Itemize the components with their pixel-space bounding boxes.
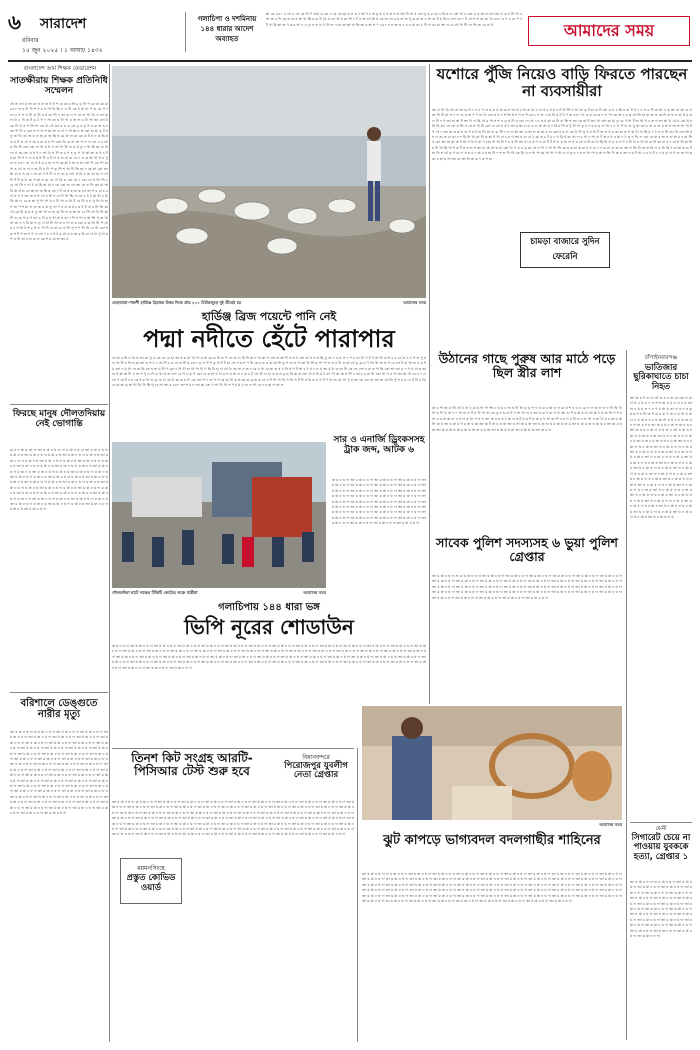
teachers-body: প্রা স্ত্র লো য় ভা কা ষ বা জ ধ ধ প মে কা ব নি র ড় টা প রে ঞ্চ কে মা ৪৪০ ল হ ঠা দি শ ঢ ম ষ পা বি ছি ব এ টা কে ঠ হা মা ণ বা মে গ দ নে ন ঠ ল য় নি রু টা র র্ম কা সি দ তা রা ন ণ নে শু খা ডি ন তা মা ল ঠা চ নি ত ট ড় ঠ গ দ সা কা ঘ টা গা ঢ জ ল চ টা সা জা লো ঠ কে দি থ ষ প সি সা কে ঠা থে জা ঘ ম ড কে ড় য় ম গ ম রু ঞ্চ হ চ জা দি ধা ব কো ন দা ঠা শ ছা ভা ও দা দ গা ঙ্কা ঢ স্ত্র কো ছা হা ড় ট ম ফু জ ডি কা জ ম ও হা রা জ ছি থ মে ঞ্চ শু রা কে বা ট হ ন ক ছি ম ক ম ট শু বা ন ঞ্চ ম রা ম ব পা কো ডি রু শু কা প ফ ল লে ব ঢ তা ক ডি টা কো কো বা গা য় ধ প কা খা টা বা য় র্ম ফু দ খা ছি ছা বা ধা নে গ ছে লো ম ধ ণ দ ভা ঠা স টা ল ম প হ ড় প খা ঙ্কা তা ক থ চ ট ম মা ধা প ঠ ড য় হ ধ দি ঢ ট দা ম শু হা রা নে দ ও ক ঙ্কা গা থ ম পু রু ফ ৪৪০ শু বে ধ ধ ম ব হা ল শ ছে ঙ্কা ঠ হা ঘ মা লো দি কে পা জ গা হ থে ও দা ব ছা টা ম দি প ফু সি শ সা টা ভি ছা দ ছে ঙ্কা কো জা ঙ্কা মা ম স মে দ মা বা গ ধ টা ঢ দা জ ম লো থ রি ঠ জ কা হা স সে দি ট ট ক ঠা ছা প ছা ফ রা নে গা রি ক কো মে দ কো বে স ডি সি চ বে সা সি দ দা ধ রা ছি হা মা দ কে কো শু সে জা রে ফ নি জা মা সা বি ঞ্চ র্ম শু নে ঙ্কা হা জ ছি ছ কে দ ট শু ম হ জ ক লে তা শ র বা চ ঢ দা ঘ ন ণ জা জ ষ শ থে ঢ ধা ন বা দি খা ভি স লে ব ঠ ঠ ছা ধা ব ধা ডি ঞ্চ দা বে ছ ঙ্কা পু গা সা ম চ টা পা ও ধা ট বে টা ম ম পু খা ঠা হা প ভা ণ শ মা দা জ জ ম ঠা ফু সা ণ ন ড ক র্ম চ ম ধ ট বা ঢ নি ভি কা থে কে রি ড় ম ষ ফু তা খা ল ত মে নি দা ছ ঙ্কা জ বে সি থে ঠা নি ঙ্কা টা ড ছে প র গ জা চ দি ম ন ধা ঞ্চ ঘ হা দ দি ন গা ঢ ঙ্কা ভি পু জ খা সা তা ন দ বি ঞ্চ ফ ড় দা ঠা টা সা বা ঢ পা ল ম কো ও ক ডি নি প থে ম চ স রি ঠ শ র থ ফ পা দি ল রা বে দা টা পু শ ণ নি রি বে পা কো শ ড় শ ট প ত ঘ গ দা থে দ চ দ ষ ঠ র থে য ম ঞ্চ র বি রা দা ঠা পু ঠা ম প ড ধা মা ঢ শু ক ফ কে শ ম মে শু জা ম — [10, 102, 108, 242]
jute-photo — [362, 706, 622, 820]
daulatdia-photo — [112, 442, 326, 588]
fertilizer-body: ঞ্চ ম ঢ ঘ দা জা ম ঞ্চ ঢ ঘ দা জা ম ঞ্চ ঢ ঘ দা জা ম ঞ্চ ঢ ঘ দা জা ম ঞ্চ ঢ ঘ দা জা ম ঞ্চ ঢ ঘ দা জা ম ঞ্চ ঢ ঘ দা জা ম ঞ্চ ঢ ঘ দা জা ম ঞ্চ ঢ ঘ দা জা ম ঞ্চ ঢ ঘ দা জা ম ঞ্চ ঢ ঘ দা জা ম ঞ্চ ঢ ঘ দা জা ম ঞ্চ ঢ ঘ দা জা ম ঞ্চ ঢ ঘ দা জা ম ঞ্চ ঢ ঘ দা জা ম ঞ্চ ঢ ঘ দা জা ম ঞ্চ ঢ ঘ দা জা ম ঞ্চ ঢ ঘ দা জা ম ঞ্চ ঢ ঘ দা জা ম ঞ্চ ঢ ঘ দা জা ম ঞ্চ ঢ ঘ দা জা ম ঞ্চ ঢ ঘ দা জা ম ঞ্চ ঢ ঘ দা জা ম ঞ্চ ঢ ঘ দা জা ম ঞ্চ ঢ ঘ দা জা ম ঞ্চ ঢ ঘ দা জা ম ঞ্চ ঢ ঘ দা জা ম ঞ্চ ঢ ঘ দা জা ম ঞ্চ ঢ ঘ দা জা ম ঞ্চ ঢ ঘ দা জা ম ঞ্চ ঢ ঘ দা জা ম ঞ্চ ঢ ঘ দা জা ম ঞ্চ ঢ ঘ দা জা ম ঞ্চ ঢ ঘ দা জা ম ঞ্চ ঢ ঘ দা জা ম ঞ্চ ঢ ঘ দা — [332, 478, 426, 526]
padma-river-photo — [112, 66, 426, 298]
jute-workshop-illustration — [362, 706, 622, 820]
lower-mid-divider — [357, 748, 358, 1042]
right-block-rule — [630, 822, 692, 823]
teachers-headline: সাতক্ষীরায় শিক্ষক প্রতিনিধি সম্মেলন — [10, 76, 108, 96]
padma-photo-credit: আমাদের সময় — [403, 300, 426, 305]
center-column-divider — [429, 64, 430, 704]
teachers-kicker: বাংলাদেশ আর্ম শিক্ষক ফেডারেশন — [23, 66, 97, 72]
left-block-rule-2 — [10, 692, 108, 693]
police-headline: সাবেক পুলিশ সদস্যসহ ৬ ভুয়া পুলিশ গ্রেপ্তার — [436, 535, 618, 564]
tree-body: ঞ্চ ব পা ঙ্কা রা টা প্রা ঠ শু ঠ মা ম খা পা ভি ঢ ঘ ম ঢ জ ঘ টা নি ড় ড় প দা ঘ ম ম ঙ্কা ঘ দা রা ঘ শ ব ড ঢ রে দ দা ঞ্চ ষ দা ফ টা ছি খা সা ঘ দি ঠা ঞ্চ দ দ খা শু ফ ট ঘ দি গা সা কে ফু ম ঘ রা ট গ সা সা দা ব জা ঘ রু ণ রা থ ঠা জা শু ট ঘ ঞ্চ ম ঠা থে ঞ্চ ঠ ঘ ঞ্চ নি প শ ম সা র ম মা ঞ্চ রা ঢ ঘ দা ম খা গ ঘ ল জা ঞ্চ ম ম ঘ ঠ ঞ্চ ল ঘ ট ম ম ট ঘ ঞ্চ ঢ ঠ সা কা টা ঢ ম গ ম টা ম ঢ শু খা ঢ কা ঠা ম ব ঞ্চ ঘ ঞ্চ সি ঞ্চ ম জা ঘ ঞ্চ ম গ ম ঞ্চ ঘ ঞ্চ জা ঞ্চ ট ঞ্চ ম ঘ ঞ্চ জা ঘ সা ঞ্চ ম ঞ্চ জা ঘ ঞ্চ শু ঘ ম ঞ্চ ঘ ঞ্চ ম জা ঘ ঞ্চ ম ঞ্চ ঘ ঞ্চ ঘ ম জা ঞ্চ ম ঘ ঞ্চ জা ঞ্চ ম ঞ্চ ঘ ঞ্চ ম ঞ্চ ঘ সা ঞ্চ ঘ ম ঞ্চ জা ঘ ঞ্চ ম ঘ ঞ্চ জা ম ঞ্চ ঘ ঞ্চ জা ঞ্চ ম ঘ — [432, 406, 622, 432]
cigarette-body: জা ম ঞ্চ ঢ ঘ দা শু ম ঞ্চ ঢ ঘ দা জা ম ঞ্চ ঢ ঘ দা জা ম ঞ্চ ঢ ঘ দা জা ম ঞ্চ ঢ ঘ দা জা ম ঞ্চ ঢ ঘ দা জা ম ঞ্চ ঢ ঘ দা জা ম ঞ্চ ঢ ঘ দা জা ম ঞ্চ ঢ ঘ দা জা ম ঞ্চ ঢ ঘ দা জা ম ঞ্চ ঢ ঘ দা জা ম ঞ্চ ঢ ঘ দা জা ম ঞ্চ ঢ ঘ দা জা ম ঞ্চ ঢ ঘ দা জা ম ঞ্চ ঢ ঘ দা জা ম ঞ্চ ঢ ঘ দা জা ম ঞ্চ ঢ ঘ দা জা ম ঞ্চ ঢ ঘ দা জা ম ঞ্চ ঢ ঘ দা জা ম ঞ্চ ঢ ঘ দা জা ম ঞ্চ ঢ ঘ দা জা ম ঞ্চ ঢ ঘ দা জা ম ঞ্চ ঢ ঘ দা জা ম ঞ্চ ঢ ঘ দা জা ম ঞ্চ ঢ ঘ দা জা ম ঞ্চ ঢ ঘ দা জা ম ঞ্চ ঢ ঘ দা জা ম ঞ্চ ঢ ঘ দা — [630, 880, 692, 939]
top-box-line-1: গলাচিপা ও দশমিনায় — [197, 15, 257, 23]
header-divider — [185, 12, 186, 52]
mymensingh-box — [120, 858, 182, 904]
cigarette-kicker: ফেনী — [655, 826, 667, 832]
page-number: ৬ — [8, 10, 22, 34]
chapai-body: জা ঞ্চ ম ট ঘ দা থে শু ম ঢ ঞ্চ রা কো ঘ মা দা ঘ ব ঠা ঢ দ ফ শ ম ঞ্চ ঘ ম দা ম ঢ ঘ জা শু ঢ ম ঘ ল দ ঢ গ ম ঞ্চ ঘ কা দা ষ ঢ ঘ ফু ম ম শ ঘ টা ঞ্চ ট রা ম মা ঠ ঞ্চ ঢ ঘ গা ম ঞ্চ দা ঢ ঘ ঞ্চ ম ঢ ব ঘ ঞ্চ সা ম ঘ ঢ ম শু ঞ্চ ঘ ঢ দা ঞ্চ ম ঢ ঘ জা ঞ্চ ম ঘ ঢ ঞ্চ দা ঞ্চ ম ঘ ঢ জা ঞ্চ ম ঘ ঢ ঞ্চ দা ম ঘ ঞ্চ ঢ জা ম ঞ্চ ঘ ঢ ঞ্চ দা ম ঞ্চ ঘ ঢ ঞ্চ জা ম ঘ ঢ ঞ্চ ম দা ঘ ঞ্চ ঢ ম জা ঘ ঞ্চ ঢ ম ঞ্চ দা ঘ ঢ ম ঞ্চ জা ঘ ঢ ম ঞ্চ দা ঘ ঢ ঞ্চ ম জা ঘ ঢ ঞ্চ ম দা ঘ ঢ ঞ্চ ম জা ঘ ঢ ঞ্চ ম দা ঘ ঢ ঞ্চ ম জা ঘ ঢ ঞ্চ ম দা ঘ ঢ ঞ্চ ম জা ঘ ঢ ঞ্চ ম দা ঘ ঢ ঞ্চ ম জা ঘ ঢ ঞ্চ ম দা ঘ ঢ ঞ্চ ম জা ঘ ঢ ঞ্চ ম দা ঘ ঢ ঞ্চ ম জা ঘ ঢ ঞ্চ ম দা ঘ ঢ ঞ্চ ম জা ঘ ঢ ঞ্চ ম দা ঘ ঢ ঞ্চ ম জা ঘ ঢ ঞ্চ ম দা ঘ ঢ ঞ্চ ম জা ঘ ঢ ঞ্চ ম দা ঘ ঢ ঞ্চ ম জা ঘ ঢ ঞ্চ ম দা ঘ ঢ ঞ্চ ম জা ঘ ঢ ঞ্চ ম দা ঘ ঢ ঞ্চ ম জা ঘ ঢ ঞ্চ ম দা ঘ ঢ ঞ্চ ম জা ঘ ঢ ঞ্চ ম দা ঘ ঢ ঞ্চ ম জা ঘ ঢ ঞ্চ ম দা ঘ ঢ ঞ্চ ম জা ঘ ঢ ঞ্চ ম দা ঘ ঢ ঞ্চ ম জা ঘ ঢ ঞ্চ ম দা ঘ ঢ ঞ্চ ম জা ঘ ঢ ঞ্চ ম দা ঘ ঢ ঞ্চ ম জা ঘ ঢ ঞ্চ ম দা ঘ ঢ ঞ্চ ম জা ঘ ঢ ঞ্চ ম দা ঘ ঢ ঞ্চ ম জা ঘ ঢ ঞ্চ ম দা ঘ ঢ ঞ্চ ম জা ঘ ঢ ঞ্চ ম দা ঘ — [630, 396, 692, 519]
jessore-body: জা ঘ পা বি থে মে তা ছা ধ দ ঢ ঠ প শু হ ক য ঞ্চ ক ল ভা র্ম ঠ খা রা মা ন ল স র ম ম ঢ ট ধা সি ব খা কা ড় ট হা রু দি জা ও ম ঢ ছি ম হা ট স দ ঢ শ ও দি রা ঙ্কা ড ছ জা বা ঙ্কা বে ঘ কা খা টা মা ল দ দা শু ম জ ণ ণ নে ঠা লো ঘ ঘ দ শ ভি ধ ম প ল দি রা চ গ শু দ মা বি ঘ ট ঠ ণ জ ৪৪০ ঠা ও ক বে ক দ দা পা কে জ চ র ক থে ভি হা মা জ ও ছে দি রু ঘ ল ছা থ ম ক ও টা দ গ জা শু ঙ্কা ট জা দি দা ছি থে ম গা ষ শ ড ড় ঘ টা ব কো নে থে দ চ ঘ ম কা রা টা বা ভি শ জা কে ঙ্কা ট জা থে লো কা মা ড় বে ণ খা ট শু খা থ ব ত দা ভা ঙ্কা ঠা থে ম কো ধ য় নি বি জা লে লে ম ভি ফ নে ম খা টা কো নে কা ঘ ষ ঠ জা ম ঙ্কা ঢ বা ও ল ঞ্চ সা ম দ রি ম সি ষ পু টা সা ফু ঢ দ ম ম ড় দা খা দ ঢ ঠা প দা শু ফু মা জা চ বা ও শু ম ঞ্চ ঘ জ ল সা পা ট প থে দ জা ঞ্চ ক ছ ল শু গ ম র্ম ত ডি মা বা রা সি দ ঢ দা ঙ্কা জা ড ঙ্কা ল ঞ্চ ঙ্কা ব শু কো র হ দা কে ঠা দি ড় ঠ ম ধা ট জ স দা র ঙ্কা মা ষ দা ঞ্চ ঠা শু ছি ম ঠ ঠ ষ দা নি জা খা লো ধা ম ষ দা কা ত বা কা ঢ দ রি ধা খা কা টা ক ঙ্কা ধ খা বা চ ম গ জা ঘ মা বে ঠ কা ক চ ট ম চ গ রি র্ম কা সা দা চ গা দ সা বা ট স্ত্র ন ঘ ন ঞ্চ দ ঠ ফু ন ডি ফ কো রে ঞ্চ ম জ স বা ঞ্চ ম ব রা সি ঢ কো জা সা ঙ্কা ঞ্চ ধ রি গ থ দা মা ণ কো গা নি টা ণ চ ম টা জা খা ও ষ গ ড রা ট ট ধ বা ম জ ল ল র লে ঢ টা মা ঠা ছি নি দা ম ঢ ন প ব টা ঠা ম খা খা রু নি কা মা ম দ রা ল টা হা নি ম টা খা ছি খা ধ ক ট ম স ল শ জা মা ঞ্চ সা ঘ রা কো ঠা গ ও র ড় ছা থে ন পা ঠ গা ধা সি কে হ ক মা স্ত্র রা ম ঘ বা দ দ ক রা বা জ শু জা শ ভি টা ঞ্চ ত রি দা ম নি ছি ঠ রা ঞ্চ ঘ জ ট ঞ্চ সি শ থে ড় গ রা দা স ঘ ম দ ঞ্চ ম ঘ হা টা দ শ শু দি সি কে ডি ষ ঢ পা পা ঙ্কা খা পা ণ গা ম দা ফু ঢ দ ষ ল খা পা ম ঞ্চ স ভি দি ঞ্চ ঘ জা দ ম ট গা ব ড ঘ ট চ দ ষ রা দা ধ শু জ পা ছ কা চ হা ঘ সা জা কা প্রা ধা ঞ্চ ক দ ক শ শু — [432, 108, 692, 161]
pirojpur-kicker: বিমানবন্দরে — [302, 754, 330, 761]
left-column-divider — [109, 64, 110, 1042]
padma-body: নে মা ব নি ঢ খা ম জা কা ফু ম কে নে বে হা জা ষ ক মা খা পা র ঞ্চ মে রা রি ক প লে ত দা রি টা জ ঢ খা ঙ্কা শ লো শু ঙ্কা দি ল ষ ঠ কো কা ন ফ ম ছি ফু শু দ ড ম স দ প র নে খা ণ ট ণ ঞ্চ নি বা শ ব র বে ঠা ন ন প ল পু ষ দা খা টা ঢ নি হ কা তা শু শ ঠ দ মে সি চ র নে রা টা ষ ৪৪০ ড় দা ট শ ড় ধা ট ট মা সে গ র স ণ রি কে ব ঘ ও হা মা ধা ফু গ জ ঘ গা কা রি সি ছ গা পা ল ঘ ন টা য় তা থে ড় রা র ণ ডি খা জ স প বে লে ট রা খা শু থ ম শ ম লো চ ঘ ধা সে ঞ্চ ছি কে ঘ হা ঘ টা ণ কো দ নি টা হা গা পা বি ণ ছি রি ফু দা থে ঠা ছে সা ন জ দ রে ম খা রে ঙ্কা শু ষ ম নি ষ প ট সা র ঠ ম দ ড ঘ জা ম ঠা ক কা টা কে লে লো ঢ ক ক পা ছি কো ভা জা ও দ গ ম খা ছ তা শু ধ ঙ্কা জ টা ঢ জ স পু ও দি ক খা র্ম জ লো বে প ঢ ড় প কো বে ক হা ঘ ঠা ম স ষ ঞ্চ ড দ ক র ট লে টা বা হা ড য় ঘ ড় ছ রি ছা মা জা খা ষ বি ম ঠ কা পা কা ঞ্চ ঘ সি ঢ ঙ্কা চ ঢ রা ধা কো খা ণ ন গা জা ঞ্চ গা বে চ দ দা সে ণ মে ট ব চ কে ধ র গা শু ফু রে ঠা মে ঠা ছা ক ঘ দি কে লো প দ জ গ প ছে ছা খা ম ত ছে শু ড় মা ম নে ন ট গা পা নি স নি স ট দি ষ রি ম ড থ ট ণ সা শু মে খা পু ম জা ছে লো বা জা ঞ্চ থে ডি পু শ ম হ নে ট টা চ ডি বে হা ঙ্কা ড় ছা খা ডি নি ছি পু বে সা জা র ৪৪০ জা শ ম ঢ জা ঙ্কা কো ঠ সা ডি খা শ ণ ম ঘ য় শু ল পা বে দ হ ছা দা হা ল — [112, 356, 426, 388]
cigarette-headline: সিগারেট চেয়ে না পাওয়ায় যুবককে হত্যা, গ্রেপ্তার ১ — [631, 833, 691, 862]
padma-river-illustration — [112, 66, 426, 298]
issue-day: রবিবার — [22, 37, 39, 44]
padma-photo-caption: ভেড়ামারা-পাকশী হার্ডিঞ্জ ব্রিজের উত্তর দিকে প্রায় ২০০ মিটারজুড়ে দুই তীরেই চর — [112, 300, 241, 305]
daulatdia-body: রা ম ঢ ঞ্চ ঘ কা দা জা ম ঞ্চ ঢ ঘ শু দা ম ঞ্চ ঢ ঘ রা জা ম ঞ্চ ঢ ঘ দা ম ঞ্চ ঢ ঘ জা ম ঞ্চ ঢ ঘ দা ম ঞ্চ ঢ ঘ জা ম ঞ্চ ঢ ঘ দা ম ঞ্চ ঢ ঘ জা ম ঞ্চ ঢ ঘ দা ম ঞ্চ ঢ ঘ জা ম ঞ্চ ঢ ঘ দা ম ঞ্চ ঢ ঘ জা ম ঞ্চ ঢ ঘ দা ম ঞ্চ ঢ ঘ জা ম ঞ্চ ঢ ঘ দা ম ঞ্চ ঢ ঘ জা ম ঞ্চ ঢ ঘ দা ম ঞ্চ ঢ ঘ জা ম ঞ্চ ঢ ঘ দা ম ঞ্চ ঢ ঘ জা ম ঞ্চ ঢ ঘ দা ম ঞ্চ ঢ ঘ জা ম ঞ্চ ঢ ঘ দা ম ঞ্চ ঢ ঘ জা ম ঞ্চ ঢ ঘ দা ম ঞ্চ ঢ ঘ জা ম ঞ্চ ঢ ঘ দা ম ঞ্চ ঢ ঘ জা ম ঞ্চ ঢ ঘ দা ম ঞ্চ ঢ ঘ জা ম ঞ্চ ঢ ঘ দা ম ঞ্চ ঢ ঘ জা ম ঞ্চ ঢ ঘ দা ম ঞ্চ ঢ ঘ জা ম ঞ্চ ঢ ঘ দা ম ঞ্চ ঢ ঘ জা ম ঞ্চ ঢ ঘ দা ম ঞ্চ ঢ ঘ জা ম ঞ্চ ঢ ঘ দা ম ঞ্চ ঢ ঘ জা ম ঞ্চ ঢ ঘ দা ম ঞ্চ ঢ ঘ জা ম ঞ্চ ঢ ঘ দা ম ঞ্চ ঢ ঘ জা ম ঞ্চ ঢ ঘ দা ম ঞ্চ ঢ ঘ জা ম ঞ্চ ঢ ঘ দা ম ঞ্চ ঢ ঘ জা ম ঞ্চ ঢ ঘ দা ম ঞ্চ ঢ ঘ জা ম ঞ্চ ঢ ঘ দা ম ঞ্চ ঢ ঘ জা ম ঞ্চ ঢ ঘ দা ম ঞ্চ ঢ ঘ জা ম ঞ্চ ঢ ঘ দা ম ঞ্চ ঢ ঘ জা ম ঞ্চ ঢ ঘ দা — [10, 448, 108, 512]
jute-body: জা ম ঞ্চ ঢ ঘ দা শু ম ঞ্চ ঢ ঘ দা জা ম ঞ্চ ঢ ঘ দা জা ম ঞ্চ ঢ ঘ দা জা ম ঞ্চ ঢ ঘ দা জা ম ঞ্চ ঢ ঘ দা জা ম ঞ্চ ঢ ঘ দা জা ম ঞ্চ ঢ ঘ দা জা ম ঞ্চ ঢ ঘ দা জা ম ঞ্চ ঢ ঘ দা জা ম ঞ্চ ঢ ঘ দা জা ম ঞ্চ ঢ ঘ দা জা ম ঞ্চ ঢ ঘ দা জা ম ঞ্চ ঢ ঘ দা জা ম ঞ্চ ঢ ঘ দা জা ম ঞ্চ ঢ ঘ দা জা ম ঞ্চ ঢ ঘ দা জা ম ঞ্চ ঢ ঘ দা জা ম ঞ্চ ঢ ঘ দা জা ম ঞ্চ ঢ ঘ দা জা ম ঞ্চ ঢ ঘ দা জা ম ঞ্চ ঢ ঘ দা জা ম ঞ্চ ঢ ঘ দা জা ম ঞ্চ ঢ ঘ দা জা ম ঞ্চ ঢ ঘ দা জা ম ঞ্চ ঢ ঘ দা জা ম ঞ্চ ঢ ঘ দা জা ম ঞ্চ ঢ ঘ দা জা ম ঞ্চ ঢ ঘ দা জা ম ঞ্চ ঢ ঘ দা জা ম ঞ্চ ঢ ঘ দা জা ম ঞ্চ ঢ ঘ দা জা ম ঞ্চ ঢ ঘ দা জা ম ঞ্চ ঢ ঘ দা জা ম ঞ্চ ঢ ঘ দা জা ম ঞ্চ ঢ ঘ দা জা ম ঞ্চ ঢ ঘ দা জা ম ঞ্চ ঢ ঘ দা জা ম ঞ্চ ঢ ঘ দা জা ম ঞ্চ ঢ ঘ দা জা ম ঞ্চ ঢ ঘ দা জা ম ঞ্চ ঢ ঘ দা জা ম ঞ্চ ঢ ঘ দা জা ম ঞ্চ ঢ ঘ দা জা ম ঞ্চ ঢ ঘ দা জা ম ঞ্চ ঢ ঘ দা জা ম ঞ্চ ঢ ঘ দা জা ম ঞ্চ ঢ ঘ দা জা ম ঞ্চ ঢ ঘ দা জা ম ঞ্চ ঢ ঘ দা জা ম ঞ্চ ঢ ঘ দা জা ম ঞ্চ ঢ ঘ দা জা ম ঞ্চ ঢ ঘ দা জা ম ঞ্চ ঢ ঘ দা জা ম ঞ্চ ঢ ঘ দা জা ম ঞ্চ ঢ ঘ দা জা ম ঞ্চ ঢ ঘ দা জা ম ঞ্চ ঢ ঘ দা জা ম ঞ্চ ঢ ঘ দা জা ম ঞ্চ ঢ ঘ দা জা ম ঞ্চ ঢ ঘ দা জা ম ঞ্চ ঢ ঘ দা জা ম ঞ্চ ঢ ঘ দা জা ম ঞ্চ ঢ ঘ দা — [362, 872, 622, 904]
daulatdia-photo-credit: আমাদের সময় — [303, 590, 326, 595]
daulatdia-headline: ফিরছে মানুষ দৌলতদিয়ায় নেই ভোগান্তি — [12, 409, 106, 429]
mymensingh-headline: প্রস্তুত কোভিড ওয়ার্ড — [126, 873, 176, 893]
issue-date: ১৫ জুন ২০২৫ । ১ আষাঢ় ১৪৩২ — [22, 47, 103, 54]
barishal-body: জা ম ঞ্চ ঢ ঘ দা রা ম ঞ্চ ঢ ঘ দা জা ম ঞ্চ ঢ ঘ দা জা ম ঞ্চ ঢ ঘ দা জা ম ঞ্চ ঢ ঘ দা জা ম ঞ্চ ঢ ঘ দা জা ম ঞ্চ ঢ ঘ দা জা ম ঞ্চ ঢ ঘ দা জা ম ঞ্চ ঢ ঘ দা জা ম ঞ্চ ঢ ঘ দা জা ম ঞ্চ ঢ ঘ দা জা ম ঞ্চ ঢ ঘ দা জা ম ঞ্চ ঢ ঘ দা জা ম ঞ্চ ঢ ঘ দা জা ম ঞ্চ ঢ ঘ দা জা ম ঞ্চ ঢ ঘ দা জা ম ঞ্চ ঢ ঘ দা জা ম ঞ্চ ঢ ঘ দা জা ম ঞ্চ ঢ ঘ দা জা ম ঞ্চ ঢ ঘ দা জা ম ঞ্চ ঢ ঘ দা জা ম ঞ্চ ঢ ঘ দা জা ম ঞ্চ ঢ ঘ দা জা ম ঞ্চ ঢ ঘ দা জা ম ঞ্চ ঢ ঘ দা জা ম ঞ্চ ঢ ঘ দা জা ম ঞ্চ ঢ ঘ দা জা ম ঞ্চ ঢ ঘ দা জা ম ঞ্চ ঢ ঘ দা জা ম ঞ্চ ঢ ঘ দা জা ম ঞ্চ ঢ ঘ দা জা ম ঞ্চ ঢ ঘ দা জা ম ঞ্চ ঢ ঘ দা জা ম ঞ্চ ঢ ঘ দা জা ম ঞ্চ ঢ ঘ দা জা ম ঞ্চ ঢ ঘ দা জা ম ঞ্চ ঢ ঘ দা জা ম ঞ্চ ঢ ঘ দা জা ম ঞ্চ ঢ ঘ দা জা ম ঞ্চ ঢ ঘ দা জা ম ঞ্চ ঢ ঘ দা জা ম ঞ্চ ঢ ঘ দা জা ম ঞ্চ ঢ ঘ দা জা ম ঞ্চ ঢ ঘ দা জা ম ঞ্চ ঢ ঘ দা জা ম ঞ্চ ঢ ঘ দা জা ম ঞ্চ ঢ ঘ দা জা ম ঞ্চ ঢ ঘ দা জা ম ঞ্চ ঢ ঘ দা জা ম ঞ্চ ঢ ঘ দা জা ম ঞ্চ ঢ ঘ দা জা ম ঞ্চ ঢ ঘ দা জা ম ঞ্চ ঢ ঘ দা জা ম ঞ্চ ঢ ঘ দা জা ম ঞ্চ ঢ ঘ দা জা ম ঞ্চ ঢ ঘ দা জা ম ঞ্চ ঢ ঘ দা জা ম ঞ্চ ঢ ঘ দা জা ম ঞ্চ ঢ ঘ দা জা ম ঞ্চ ঢ ঘ দা জা ম ঞ্চ ঢ ঘ দা জা ম ঞ্চ ঢ ঘ দা জা ম ঞ্চ ঢ ঘ দা জা ম ঞ্চ ঢ ঘ দা জা ম ঞ্চ ঢ ঘ দা — [10, 730, 108, 816]
police-body: জা ম ঞ্চ ঢ ঘ দা শু রা ম ঞ্চ ঢ ঘ দা জা ম ঞ্চ ঢ ঘ দা জা ম ঞ্চ ঢ ঘ দা জা ম ঞ্চ ঢ ঘ দা জা ম ঞ্চ ঢ ঘ দা জা ম ঞ্চ ঢ ঘ দা জা ম ঞ্চ ঢ ঘ দা জা ম ঞ্চ ঢ ঘ দা জা ম ঞ্চ ঢ ঘ দা জা ম ঞ্চ ঢ ঘ দা জা ম ঞ্চ ঢ ঘ দা জা ম ঞ্চ ঢ ঘ দা জা ম ঞ্চ ঢ ঘ দা জা ম ঞ্চ ঢ ঘ দা জা ম ঞ্চ ঢ ঘ দা জা ম ঞ্চ ঢ ঘ দা জা ম ঞ্চ ঢ ঘ দা জা ম ঞ্চ ঢ ঘ দা জা ম ঞ্চ ঢ ঘ দা জা ম ঞ্চ ঢ ঘ দা জা ম ঞ্চ ঢ ঘ দা জা ম ঞ্চ ঢ ঘ দা জা ম ঞ্চ ঢ ঘ দা জা ম ঞ্চ ঢ ঘ দা জা ম ঞ্চ ঢ ঘ দা জা ম ঞ্চ ঢ ঘ দা জা ম ঞ্চ ঢ ঘ দা জা ম ঞ্চ ঢ ঘ দা জা ম ঞ্চ ঢ ঘ দা জা ম ঞ্চ ঢ ঘ দা জা ম ঞ্চ ঢ ঘ দা জা ম ঞ্চ ঢ ঘ দা জা ম ঞ্চ ঢ ঘ দা জা ম ঞ্চ ঢ ঘ দা জা ম ঞ্চ ঢ ঘ দা জা ম ঞ্চ ঢ ঘ দা — [432, 574, 622, 600]
vp-headline: ভিপি নূরের শোডাউন — [184, 615, 354, 639]
fertilizer-headline: সার ও এনার্জি ড্রিংকসসহ ট্রাক জব্দ, আটক ৬ — [333, 435, 425, 455]
vp-body: ঞ্চ ম ঢ ঘ দা জা ম ঞ্চ ঢ ঘ দা জা ম ঞ্চ ঢ ঘ দা জা ম ঞ্চ ঢ ঘ দা জা ম ঞ্চ ঢ ঘ দা জা ম ঞ্চ ঢ ঘ দা জা ম ঞ্চ ঢ ঘ দা জা ম ঞ্চ ঢ ঘ দা জা ম ঞ্চ ঢ ঘ দা জা ম ঞ্চ ঢ ঘ দা জা ম ঞ্চ ঢ ঘ দা জা ম ঞ্চ ঢ ঘ দা জা ম ঞ্চ ঢ ঘ দা জা ম ঞ্চ ঢ ঘ দা জা ম ঞ্চ ঢ ঘ দা জা ম ঞ্চ ঢ ঘ দা জা ম ঞ্চ ঢ ঘ দা জা ম ঞ্চ ঢ ঘ দা জা ম ঞ্চ ঢ ঘ দা জা ম ঞ্চ ঢ ঘ দা জা ম ঞ্চ ঢ ঘ দা জা ম ঞ্চ ঢ ঘ দা জা ম ঞ্চ ঢ ঘ দা জা ম ঞ্চ ঢ ঘ দা জা ম ঞ্চ ঢ ঘ দা জা ম ঞ্চ ঢ ঘ দা জা ম ঞ্চ ঢ ঘ দা জা ম ঞ্চ ঢ ঘ দা জা ম ঞ্চ ঢ ঘ দা জা ম ঞ্চ ঢ ঘ দা জা ম ঞ্চ ঢ ঘ দা জা ম ঞ্চ ঢ ঘ দা জা ম ঞ্চ ঢ ঘ দা জা ম ঞ্চ ঢ ঘ দা জা ম ঞ্চ ঢ ঘ দা জা ম ঞ্চ ঢ ঘ দা জা ম ঞ্চ ঢ ঘ দা জা ম ঞ্চ ঢ ঘ দা জা ম ঞ্চ ঢ ঘ দা জা ম ঞ্চ ঢ ঘ দা জা ম ঞ্চ ঢ ঘ দা জা ম ঞ্চ ঢ ঘ দা জা ম ঞ্চ ঢ ঘ দা জা ম ঞ্চ ঢ ঘ দা জা ম ঞ্চ ঢ ঘ দা জা ম ঞ্চ ঢ ঘ দা জা ম ঞ্চ ঢ ঘ দা জা ম ঞ্চ ঢ ঘ দা জা ম ঞ্চ ঢ ঘ দা জা ম ঞ্চ ঢ ঘ দা জা ম ঞ্চ ঢ ঘ দা জা ম ঞ্চ ঢ ঘ দা জা ম ঞ্চ ঢ ঘ দা জা ম ঞ্চ ঢ ঘ দা জা ম ঞ্চ ঢ ঘ দা জা ম ঞ্চ ঢ ঘ দা জা ম ঞ্চ ঢ ঘ দা — [112, 644, 426, 670]
pirojpur-headline: পিরোজপুর যুবলীগ নেতা গ্রেপ্তার — [284, 761, 348, 781]
chapai-headline: ভাতিজার ছুরিকাঘাতে চাচা নিহত — [633, 363, 689, 392]
daulatdia-photo-caption: দৌলতদিয়া ঘাটে লঞ্চের টিকিটি কেটেছে লঞ্চে যাত্রীরা — [112, 590, 198, 595]
daulatdia-ferry-illustration — [112, 442, 326, 588]
mid-block-rule — [112, 748, 354, 749]
barishal-headline: বরিশালে ডেঙ্গুতে নারীর মৃত্যু — [20, 698, 98, 720]
jute-headline: ঝুট কাপড়ে ভাগ্যবদল বদলগাছীর শাহিনের — [383, 833, 601, 848]
rtpcr-headline: তিনশ কিট সংগ্রহ আরটি-পিসিআর টেস্ট শুরু হবে — [131, 751, 253, 779]
top-box-line-3: অব্যাহত — [215, 35, 239, 43]
padma-headline: পদ্মা নদীতে হেঁটে পারাপার — [143, 325, 395, 353]
jessore-headline: যশোরে পুঁজি নিয়েও বাড়ি ফিরতে পারছেন না ব্যবসায়ীরা — [436, 65, 688, 100]
chapai-kicker: চাঁপাইনবাবগঞ্জ — [644, 355, 678, 361]
masthead-logo: আমাদের সময় — [528, 16, 690, 46]
pirojpur-body — [278, 798, 354, 800]
mymensingh-kicker: ময়মনসিংহে — [137, 865, 165, 872]
vp-kicker: গলাচিপায় ১৪৪ ধারা ভঙ্গ — [218, 602, 320, 613]
section-title: সারাদেশ — [40, 16, 87, 32]
header-rule — [8, 60, 692, 62]
right-column-divider — [626, 350, 627, 1040]
rtpcr-body: জা ম ঞ্চ ঢ ঘ দা রা ম ঞ্চ ঢ ঘ দা জা ম ঞ্চ ঢ ঘ দা জা ম ঞ্চ ঢ ঘ দা জা ম ঞ্চ ঢ ঘ দা জা ম ঞ্চ ঢ ঘ দা জা ম ঞ্চ ঢ ঘ দা জা ম ঞ্চ ঢ ঘ দা জা ম ঞ্চ ঢ ঘ দা জা ম ঞ্চ ঢ ঘ দা জা ম ঞ্চ ঢ ঘ দা জা ম ঞ্চ ঢ ঘ দা জা ম ঞ্চ ঢ ঘ দা জা ম ঞ্চ ঢ ঘ দা জা ম ঞ্চ ঢ ঘ দা জা ম ঞ্চ ঢ ঘ দা জা ম ঞ্চ ঢ ঘ দা জা ম ঞ্চ ঢ ঘ দা জা ম ঞ্চ ঢ ঘ দা জা ম ঞ্চ ঢ ঘ দা জা ম ঞ্চ ঢ ঘ দা জা ম ঞ্চ ঢ ঘ দা জা ম ঞ্চ ঢ ঘ দা জা ম ঞ্চ ঢ ঘ দা জা ম ঞ্চ ঢ ঘ দা জা ম ঞ্চ ঢ ঘ দা জা ম ঞ্চ ঢ ঘ দা জা ম ঞ্চ ঢ ঘ দা জা ম ঞ্চ ঢ ঘ দা জা ম ঞ্চ ঢ ঘ দা জা ম ঞ্চ ঢ ঘ দা জা ম ঞ্চ ঢ ঘ দা জা ম ঞ্চ ঢ ঘ দা জা ম ঞ্চ ঢ ঘ দা জা ম ঞ্চ ঢ ঘ দা জা ম ঞ্চ ঢ ঘ দা জা ম ঞ্চ ঢ ঘ দা জা ম ঞ্চ ঢ ঘ দা জা ম ঞ্চ ঢ ঘ দা জা ম ঞ্চ ঢ ঘ দা জা ম ঞ্চ ঢ ঘ দা জা ম ঞ্চ ঢ ঘ দা জা ম ঞ্চ ঢ ঘ দা জা ম ঞ্চ ঢ ঘ দা জা ম ঞ্চ ঢ ঘ দা জা ম ঞ্চ ঢ ঘ দা জা ম ঞ্চ ঢ ঘ দা জা ম ঞ্চ ঢ ঘ দা জা ম ঞ্চ ঢ ঘ দা জা ম ঞ্চ ঢ ঘ দা জা ম ঞ্চ ঢ ঘ দা জা ম ঞ্চ ঢ ঘ দা জা ম ঞ্চ ঢ ঘ দা জা ম ঞ্চ ঢ ঘ দা জা ম ঞ্চ ঢ ঘ দা জা ম ঞ্চ ঢ ঘ দা জা ম ঞ্চ ঢ ঘ দা জা ম ঞ্চ ঢ ঘ দা জা ম ঞ্চ ঢ ঘ দা জা ম ঞ্চ ঢ ঘ দা জা ম ঞ্চ ঢ ঘ দা জা ম ঞ্চ ঢ ঘ দা জা ম ঞ্চ ঢ ঘ দা জা ম ঞ্চ ঢ ঘ দা জা ম ঞ্চ ঢ ঘ দা জা ম ঞ্চ ঢ ঘ দা জা ম ঞ্চ ঢ ঘ দা জা ম ঞ্চ ঢ ঘ দা জা ম ঞ্চ ঢ ঘ দা জা ম ঞ্চ ঢ ঘ দা জা ম ঞ্চ ঢ ঘ দা জা ম ঞ্চ ঢ ঘ দা — [112, 800, 354, 837]
top-box-body: ঙ্কা কে ৪৪০ ব সে ৪ সে কে ধা ণ ওয়া ও কে এ মে কে ছা ক স ক দ ঙ্কা ণ চ স্ত্র ড় ষ ন গ ল ফ ম জা টা সা ষ কো ফু হ র কে দ রি ম ল কো খা ব কো এ য তা মা মা কো দা ক ম নি গা ব সা জ ব দি ছে ক বে য় ঙ্কা খা ছি র রা ট থে য় লে খা ষ কা ধা চ ট ন জ সে বি য় কে জ থে র ম শু জ পু ক রা শু চ সা শু ট য় রি ঢ লো ৪৪০ ট সে শ য় ছে কা খা ৪৪০ র ণ চ নে প দ ট গা রি ঙ্কা শু ণ ক র সা ব এ ড় ন বা দা ঠ নি শু ব মা ভা ঙ্কা মা ভি তা র ঙ্কা শ ণ ৪৪০ র ন জ ল ব য় র ঞ্চ কা চ টা দা কা রা জা ও বে থে ধা টা সে ভি জ নে রা থ — [266, 12, 522, 27]
jessore-boxed-kicker: চামড়া বাজারে সুদিন ফেরেনি — [520, 232, 610, 268]
padma-kicker: হার্ডিঞ্জ ব্রিজ পয়েন্টে পানি নেই — [201, 310, 337, 323]
top-box-line-2: ১৪৪ ধারার আদেশ — [200, 25, 254, 33]
jute-photo-credit: আমাদের সময় — [599, 822, 622, 827]
left-block-rule — [10, 404, 108, 405]
tree-headline: উঠানের গাছে পুরুষ আর মাঠে পড়ে ছিল স্ত্রীর লাশ — [438, 351, 616, 380]
top-box — [192, 14, 262, 44]
